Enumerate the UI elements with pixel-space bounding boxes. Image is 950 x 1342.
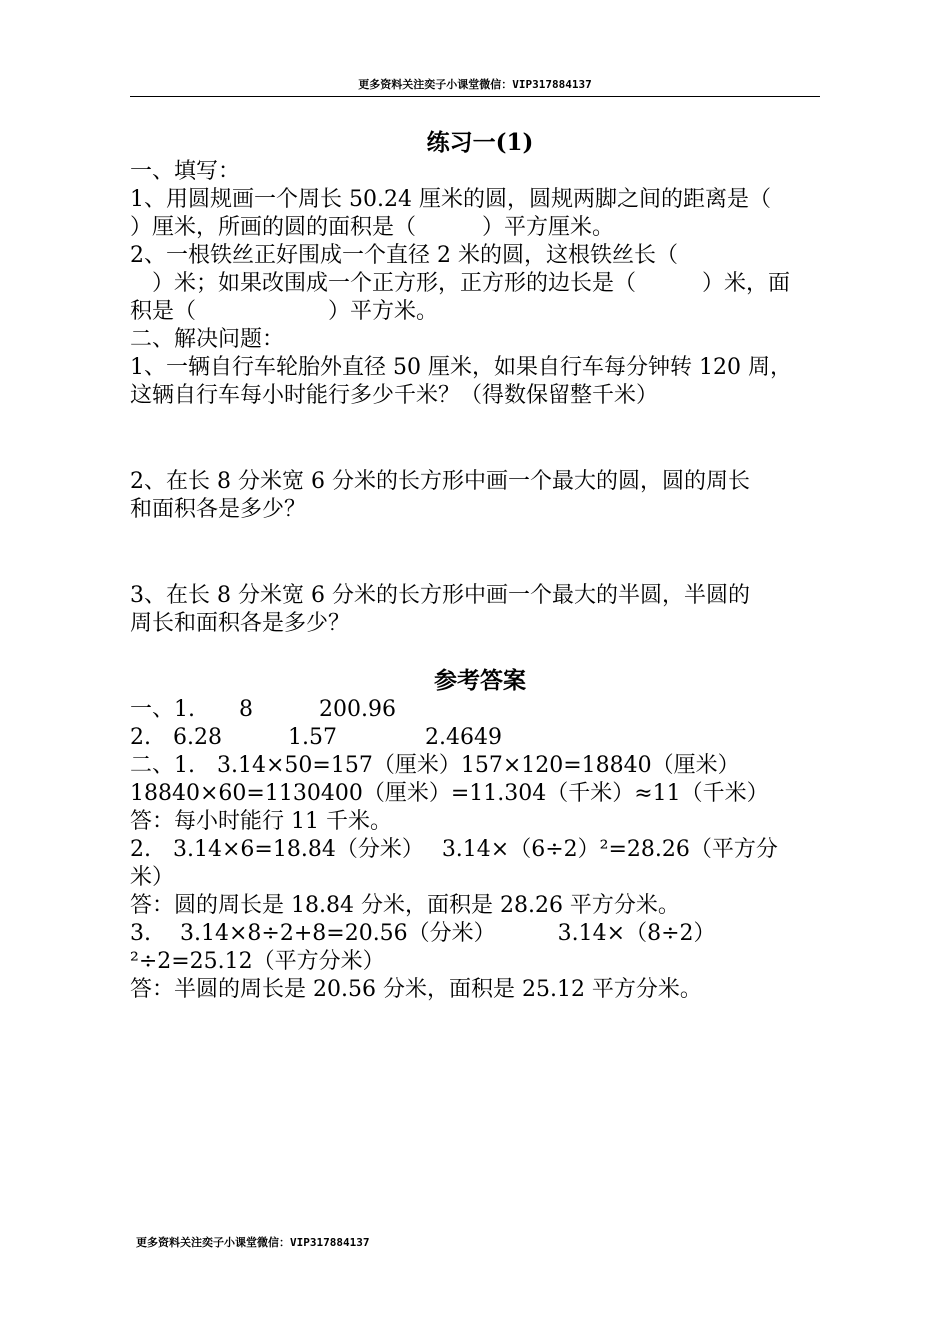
answer-line-5: 答：每小时能行 11 千米。: [130, 809, 392, 834]
answer-line-11: 答：半圆的周长是 20.56 分米，面积是 25.12 平方分米。: [130, 977, 702, 1002]
problem-1-line-1: 1、一辆自行车轮胎外直径 50 厘米，如果自行车每分钟转 120 周，: [130, 355, 792, 380]
answer-line-6: 2. 3.14×6=18.84（分米） 3.14×（6÷2）²=28.26（平方分: [130, 837, 778, 862]
answer-space: [130, 410, 830, 468]
answer-line-10: ²÷2=25.12（平方分米）: [130, 949, 385, 974]
answer-line-8: 答：圆的周长是 18.84 分米，面积是 28.26 平方分米。: [130, 893, 680, 918]
page-footer: 更多资料关注奕子小课堂微信：VIP317884137: [136, 1236, 370, 1249]
answer-line-9: 3. 3.14×8÷2+8=20.56（分米） 3.14×（8÷2）: [130, 921, 716, 946]
page-title: 练习一(1): [426, 129, 534, 156]
answer-line-1: 一、1. 8 200.96: [130, 697, 396, 722]
fill-line-5: 积是（ ）平方米。: [130, 299, 439, 324]
section-heading-fill: 一、填写：: [130, 159, 241, 184]
problem-3-line-1: 3、在长 8 分米宽 6 分米的长方形中画一个最大的半圆，半圆的: [130, 583, 750, 608]
problem-2-line-2: 和面积各是多少？: [130, 497, 307, 522]
answer-space: [130, 524, 830, 582]
problem-3-line-2: 周长和面积各是多少？: [130, 611, 351, 636]
problem-2-line-1: 2、在长 8 分米宽 6 分米的长方形中画一个最大的圆，圆的周长: [130, 469, 750, 494]
answer-line-3: 二、1. 3.14×50=157（厘米）157×120=18840（厘米）: [130, 753, 740, 778]
problem-1-line-2: 这辆自行车每小时能行多少千米？（得数保留整千米）: [130, 383, 659, 408]
answer-line-2: 2. 6.28 1.57 2.4649: [130, 725, 502, 750]
fill-line-2: ）厘米，所画的圆的面积是（ ）平方厘米。: [130, 215, 615, 240]
fill-line-3: 2、一根铁丝正好围成一个直径 2 米的圆，这根铁丝长（: [130, 243, 678, 268]
document-body: [130, 128, 830, 1004]
page-header: 更多资料关注奕子小课堂微信：VIP317884137: [358, 78, 592, 91]
answers-title: 参考答案: [434, 667, 526, 694]
section-heading-problems: 二、解决问题：: [130, 327, 285, 352]
answer-line-7: 米）: [130, 865, 175, 890]
header-divider: [130, 96, 820, 97]
fill-line-1: 1、用圆规画一个周长 50.24 厘米的圆，圆规两脚之间的距离是（: [130, 187, 771, 212]
fill-line-4: ）米；如果改围成一个正方形，正方形的边长是（ ）米，面: [130, 271, 791, 296]
answer-line-4: 18840×60=1130400（厘米）=11.304（千米）≈11（千米）: [130, 781, 769, 806]
